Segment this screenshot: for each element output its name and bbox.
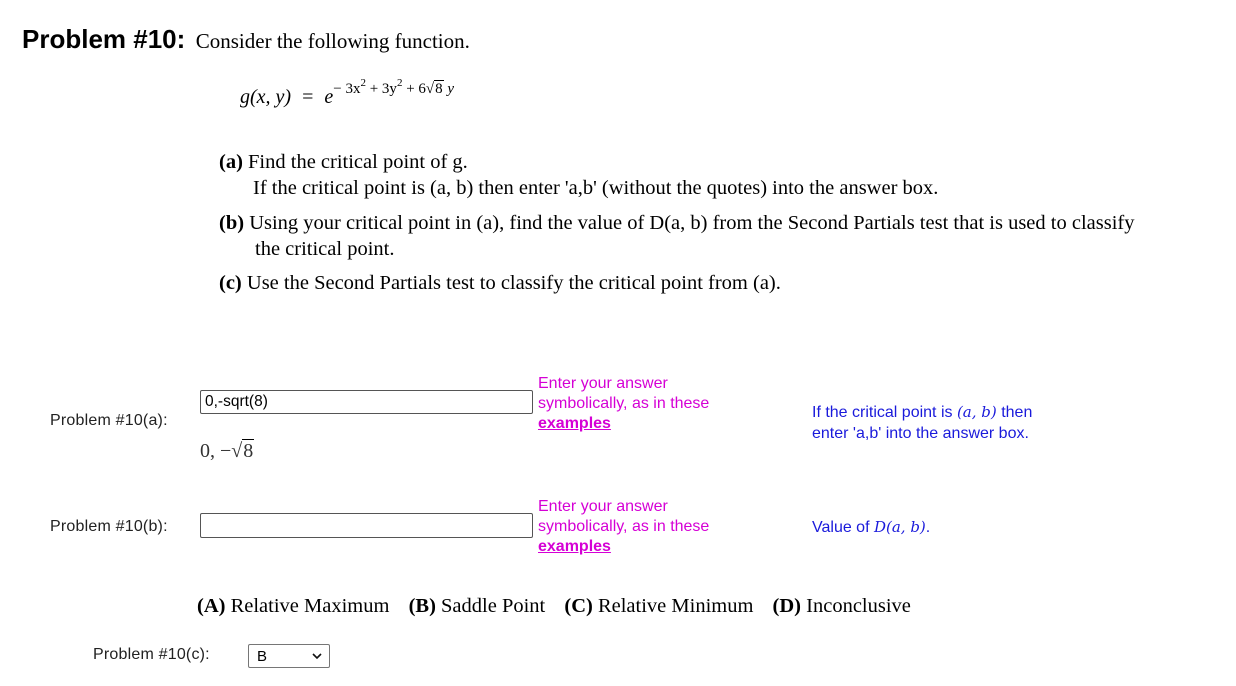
answer-a-label: Problem #10(a): — [50, 412, 168, 429]
formula-exponent: − 3x2 + 3y2 + 6√8 y — [333, 77, 455, 97]
formula-lhs: g(x, y) — [240, 86, 292, 108]
problem-number: Problem #10: — [22, 24, 186, 54]
answer-a-preview: 0, −√8 — [200, 440, 254, 462]
examples-link-a[interactable]: examples — [538, 415, 611, 432]
examples-link-b[interactable]: examples — [538, 538, 611, 555]
formula-base: e — [324, 86, 334, 108]
sqrt-symbol: √8 — [425, 81, 443, 97]
part-b-question-cont: the critical point. — [255, 238, 395, 260]
answer-c-select[interactable] — [248, 644, 330, 668]
part-a-instructions: If the critical point is (a, b) then enter 'a,b' (without the quotes) into the answer box. — [253, 177, 939, 199]
choice-c: (C) Relative Minimum — [564, 595, 754, 617]
answer-a-note: If the critical point is (a, b) then enter 'a,b' into the answer box. — [812, 403, 1033, 442]
part-b-question: (b) Using your critical point in (a), find the value of D(a, b) from the Second Partials test that is used to classify — [219, 212, 1135, 234]
answer-b-label: Problem #10(b): — [50, 518, 168, 535]
choice-b: (B) Saddle Point — [408, 595, 546, 617]
classification-choices — [197, 595, 925, 618]
chevron-down-icon — [311, 650, 323, 662]
answer-c-selected-value: B — [257, 648, 268, 665]
part-a-question: (a) Find the critical point of g. — [219, 151, 468, 173]
problem-heading — [22, 24, 470, 55]
answer-a-hint: Enter your answer symbolically, as in these examples — [538, 375, 710, 432]
answer-b-input[interactable] — [200, 513, 533, 538]
answer-a-input[interactable] — [200, 390, 533, 414]
answer-b-hint: Enter your answer symbolically, as in these examples — [538, 498, 710, 555]
answer-c-label: Problem #10(c): — [93, 646, 210, 663]
choice-d: (D) Inconclusive — [772, 595, 911, 617]
function-formula — [240, 77, 455, 109]
problem-intro: Consider the following function. — [195, 29, 470, 53]
formula-equals: = — [302, 86, 314, 108]
answer-b-note: Value of D(a, b). — [812, 518, 931, 536]
choice-a: (A) Relative Maximum — [197, 595, 390, 617]
part-c-question: (c) Use the Second Partials test to classify the critical point from (a). — [219, 272, 781, 294]
